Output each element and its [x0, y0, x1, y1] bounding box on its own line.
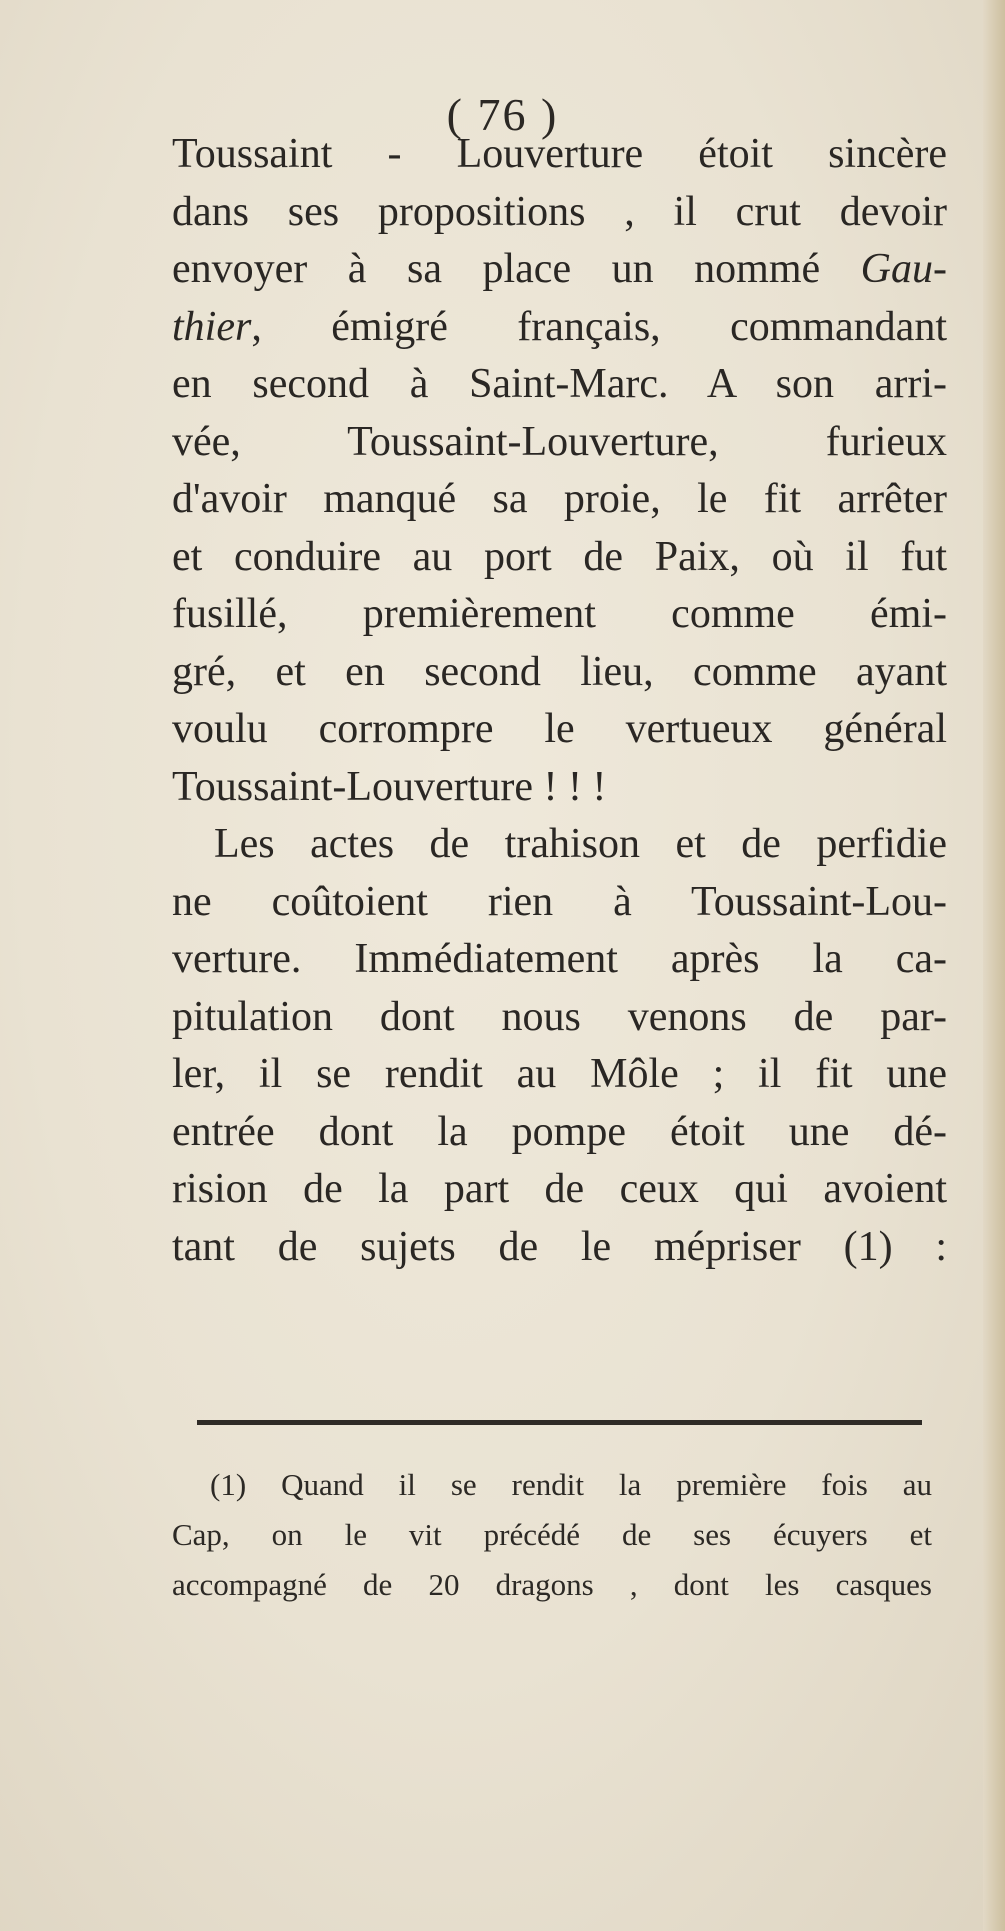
footnote-line-2: Cap, on le vit précédé de ses écuyers et [172, 1517, 932, 1552]
body-line-14: ne coûtoient rien à Toussaint-Lou- [172, 878, 947, 925]
body-line-1: Toussaint - Louverture étoit sincère [172, 131, 947, 177]
body-line-19: rision de la part de ceux qui avoient [172, 1166, 947, 1212]
body-line-4-roman: , émigré français, commandant [251, 303, 947, 350]
body-line-17: ler, il se rendit au Môle ; il fit une [172, 1051, 947, 1097]
italic-name-part-2: thier [172, 303, 252, 350]
body-line-16: pitulation dont nous venons de par- [172, 993, 947, 1040]
page-number: ( 76 ) [446, 89, 559, 140]
body-line-4 [172, 299, 947, 357]
footnote [172, 1460, 932, 1610]
footnote-divider [197, 1420, 922, 1425]
body-line-12: Toussaint-Louverture ! ! ! [172, 763, 607, 810]
page-edge [983, 0, 1005, 1931]
footnote-line-3: accompagné de 20 dragons , dont les casques [172, 1567, 932, 1602]
body-line-9: fusillé, premièrement comme émi- [172, 591, 947, 637]
body-line-7: d'avoir manqué sa proie, le fit arrêter [172, 476, 947, 522]
body-line-3-roman: envoyer à sa place un nommé [172, 246, 861, 292]
body-line-15: verture. Immédiatement après la ca- [172, 936, 947, 982]
body-line-3 [172, 241, 947, 299]
body-line-8: et conduire au port de Paix, où il fut [172, 533, 947, 580]
body-line-2: dans ses propositions , il crut devoir [172, 188, 947, 235]
body-text [172, 126, 947, 1276]
body-line-20: tant de sujets de le mépriser (1) : [172, 1223, 947, 1270]
body-line-10: gré, et en second lieu, comme ayant [172, 648, 947, 695]
body-line-13: Les actes de trahison et de perfidie [214, 821, 947, 867]
body-line-5: en second à Saint-Marc. A son arri- [172, 361, 947, 407]
footnote-line-1: (1) Quand il se rendit la première fois au [210, 1467, 932, 1502]
body-line-6: vée, Toussaint-Louverture, furieux [172, 418, 947, 465]
body-line-18: entrée dont la pompe étoit une dé- [172, 1108, 947, 1155]
body-line-11: voulu corrompre le vertueux général [172, 706, 947, 752]
italic-name-part-1: Gau- [860, 246, 947, 292]
